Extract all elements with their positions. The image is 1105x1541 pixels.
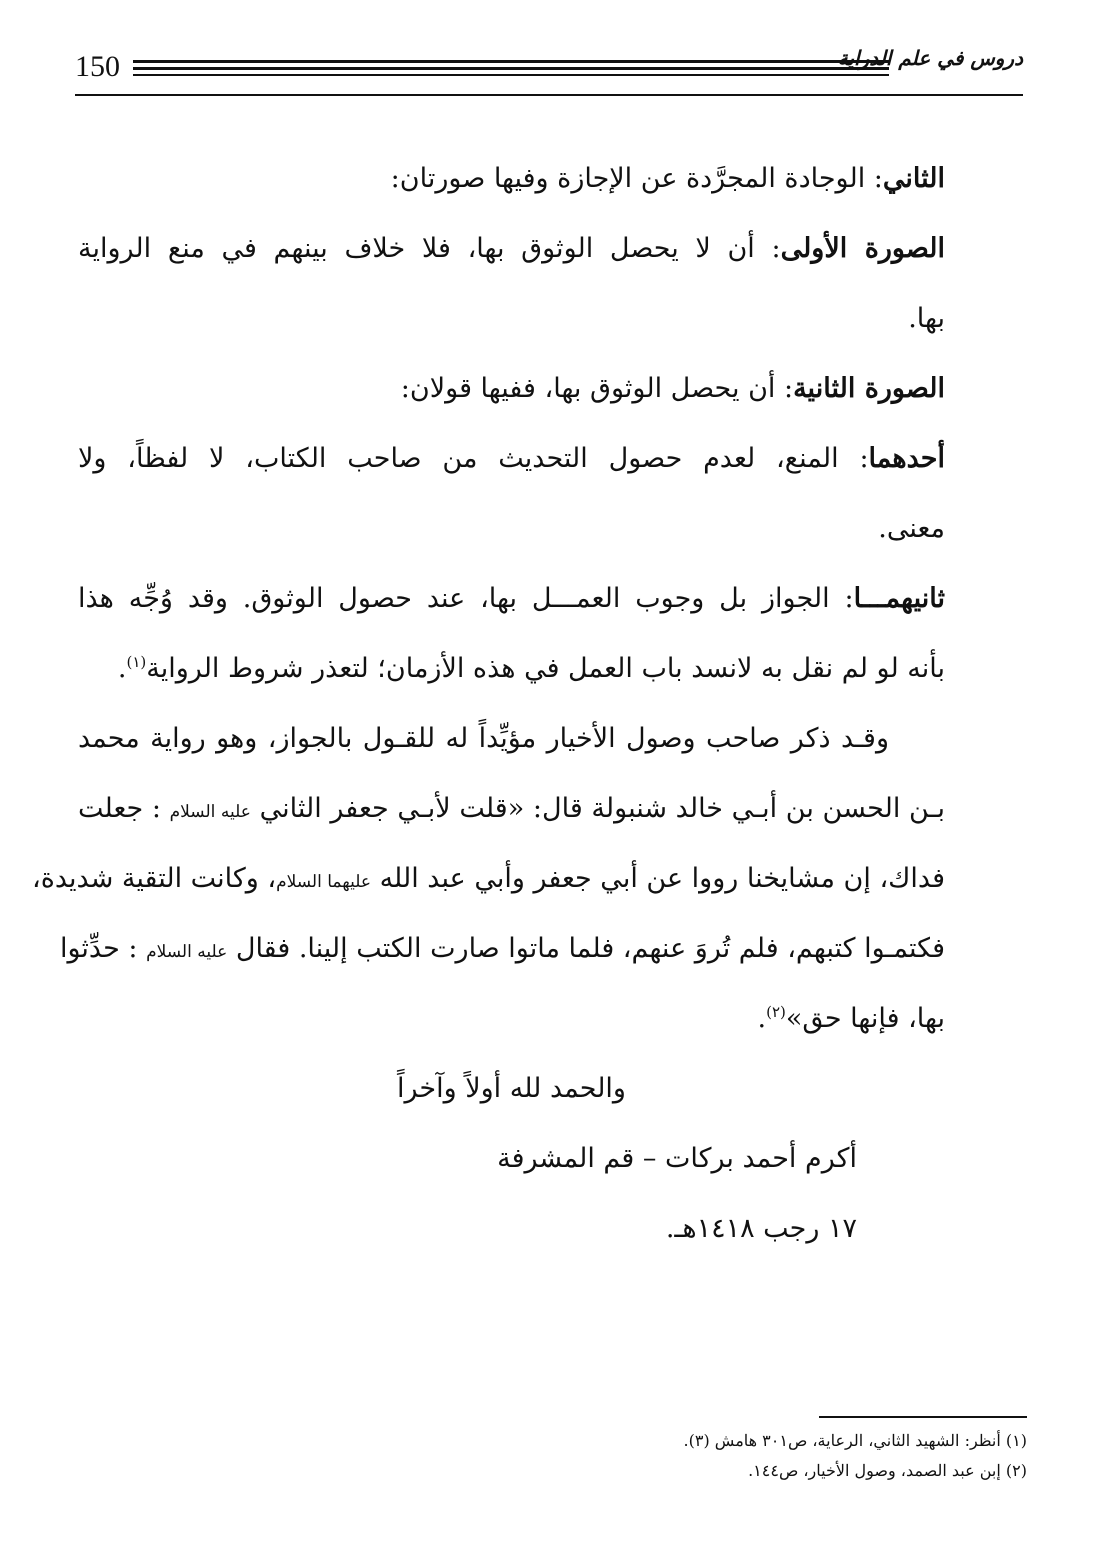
header-rule — [133, 60, 889, 63]
page-header — [75, 38, 1023, 96]
line-text: وقـد ذكر صاحب وصول الأخيار مؤيِّداً له للقـول بالجواز، وهو رواية محمد — [78, 723, 889, 754]
line-text: ، وكانت التقية شديدة، — [31, 863, 277, 894]
line-text: : حدِّثوا — [59, 933, 138, 964]
line-text: معنى. — [878, 513, 945, 544]
line-text: بأنه لو لم نقل به لانسد باب العمل في هذه الأزمان؛ لتعذر شروط الرواية — [146, 653, 945, 684]
footnote-ref: (١) — [126, 653, 147, 671]
line-text: : أن لا يحصل الوثوق بها، فلا خلاف بينهم في منع الرواية — [78, 233, 781, 264]
honorific-glyph: عليه السلام — [169, 802, 251, 822]
footnote-ref: (٢) — [766, 1003, 786, 1021]
text-line — [78, 214, 945, 284]
text-line — [78, 144, 945, 214]
text-line — [78, 564, 945, 634]
header-rule — [133, 74, 889, 76]
text-line — [78, 774, 945, 844]
text-line — [78, 494, 945, 564]
text-line — [78, 284, 945, 354]
signature-date: ١٧ رجب ١٤١٨هـ. — [665, 1213, 857, 1244]
line-text: : الوجادة المجرَّدة عن الإجازة وفيها صورتان: — [390, 163, 883, 194]
text-line — [78, 424, 945, 494]
page-number: 150 — [75, 50, 120, 83]
line-text: فداك، إن مشايخنا رووا عن أبي جعفر وأبي عبد الله — [379, 863, 945, 894]
text-line — [59, 914, 945, 984]
footnote: (٢) إبن عبد الصمد، وصول الأخيار، ص١٤٤. — [748, 1461, 1027, 1480]
honorific-glyph: عليهما السلام — [276, 872, 371, 892]
line-text: : الجواز بل وجوب العمـــل بها، عند حصول الوثوق. وقد وُجِّه هذا — [78, 583, 854, 614]
text-line — [31, 844, 945, 914]
term: الثاني — [882, 163, 945, 194]
line-text: : المنع، لعدم حصول التحديث من صاحب الكتاب، لا لفظاً، ولا — [78, 443, 869, 474]
footnote-rule — [819, 1416, 1027, 1418]
running-title: دروس في علم الدراية — [837, 46, 1023, 70]
line-text: : جعلت — [78, 793, 161, 824]
main-text — [31, 144, 945, 1264]
line-text: بها، فإنها حق» — [785, 1003, 945, 1034]
text-line — [78, 354, 945, 424]
line-text: : أن يحصل الوثوق بها، ففيها قولان: — [400, 373, 794, 404]
header-rule — [133, 67, 889, 70]
closing-praise: والحمد لله أولاً وآخراً — [397, 1073, 626, 1104]
header-underline — [75, 94, 1023, 96]
term: ثانيهمـــا — [853, 583, 945, 614]
text-line — [78, 634, 945, 704]
footnote: (١) أنظر: الشهيد الثاني، الرعاية، ص٣٠١ هامش (٣). — [683, 1431, 1027, 1450]
term: الصورة الثانية — [793, 373, 945, 404]
term: أحدهما — [868, 443, 945, 474]
footnotes — [160, 1426, 1027, 1486]
honorific-glyph: عليه السلام — [146, 942, 228, 962]
punctuation: . — [117, 653, 127, 684]
term: الصورة الأولى — [780, 233, 945, 264]
text-line — [78, 704, 945, 774]
line-text: فكتمـوا كتبهم، فلم تُروَ عنهم، فلما ماتوا صارت الكتب إلينا. فقال — [235, 933, 945, 964]
author-signature: أكرم أحمد بركات – قم المشرفة — [497, 1143, 857, 1174]
line-text: بها. — [908, 303, 945, 334]
punctuation: . — [757, 1003, 767, 1034]
text-line — [78, 984, 945, 1054]
line-text: بـن الحسن بن أبـي خالد شنبولة قال: «قلت لأبـي جعفر الثاني — [259, 793, 945, 824]
